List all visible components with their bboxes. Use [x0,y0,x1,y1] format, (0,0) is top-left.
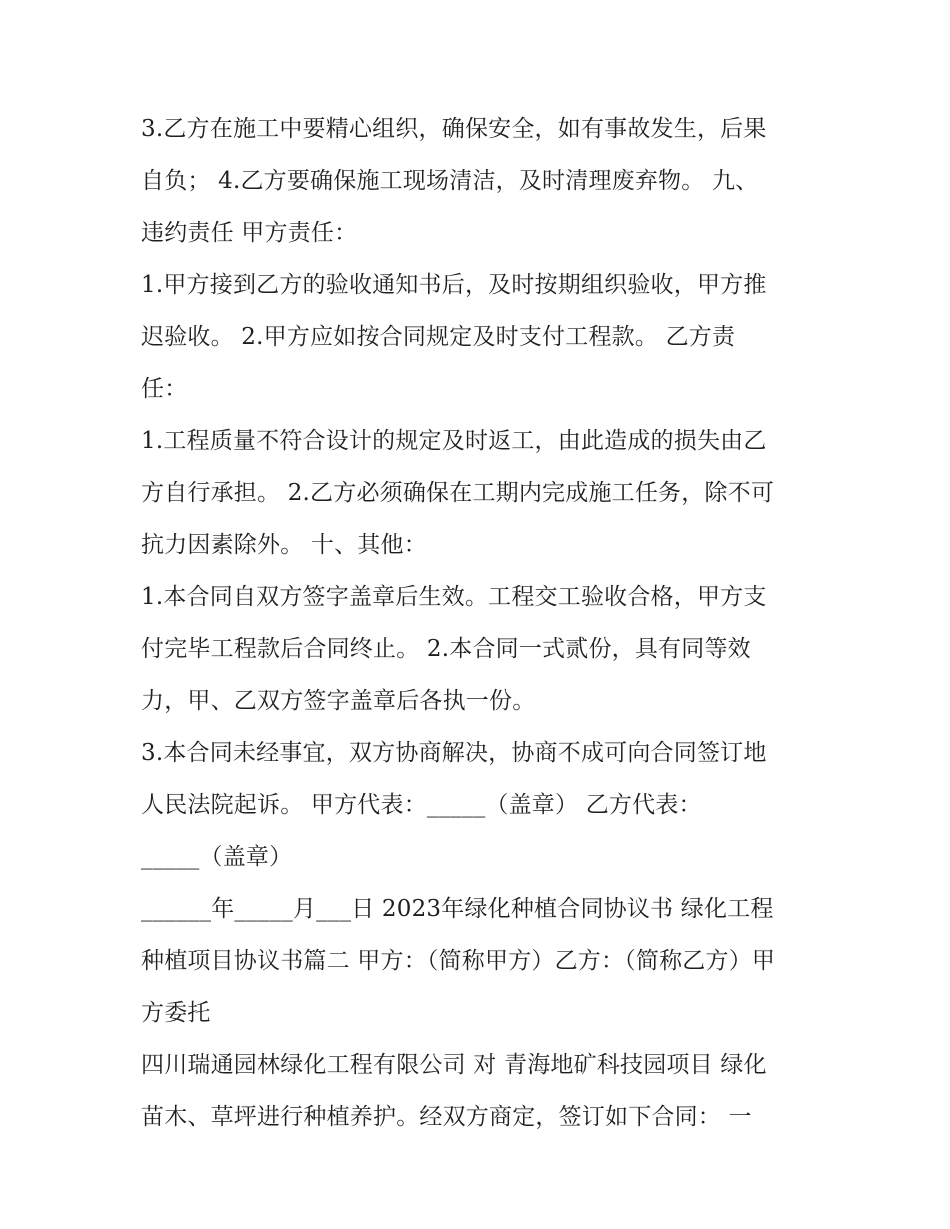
text-line: ______年_____月___日 2023年绿化种植合同协议书 绿化工程 [141,896,774,922]
text-line: 四川瑞通园林绿化工程有限公司 对 青海地矿科技园项目 绿化 [141,1052,767,1078]
text-line: 3.本合同未经事宜，双方协商解决，协商不成可向合同签订地 [141,740,767,766]
text-line: 1.甲方接到乙方的验收通知书后，及时按期组织验收，甲方推 [141,272,767,298]
text-line: 违约责任 甲方责任： [141,220,358,246]
text-line: 苗木、草坪进行种植养护。经双方商定，签订如下合同： 一 [141,1104,752,1130]
text-line: 付完毕工程款后合同终止。 2.本合同一式贰份，具有同等效 [141,636,751,662]
text-line: 力，甲、乙双方签字盖章后各执一份。 [141,688,536,714]
text-line: 迟验收。 2.甲方应如按合同规定及时支付工程款。 乙方责 [141,324,736,350]
text-line: _____（盖章） [141,844,293,870]
text-line: 任： [141,376,188,402]
text-line: 3.乙方在施工中要精心组织，确保安全，如有事故发生，后果 [141,116,767,142]
text-line: 自负； 4.乙方要确保施工现场清洁，及时清理废弃物。 九、 [141,168,759,194]
text-line: 方自行承担。 2.乙方必须确保在工期内完成施工任务，除不可 [141,480,775,506]
text-line: 1.本合同自双方签字盖章后生效。工程交工验收合格，甲方支 [141,584,767,610]
text-line: 方委托 [141,1000,211,1026]
text-line: 人民法院起诉。 甲方代表：_____（盖章） 乙方代表： [141,792,702,818]
text-line: 种植项目协议书篇二 甲方：（简称甲方）乙方：（简称乙方）甲 [141,948,776,974]
text-line: 抗力因素除外。 十、其他： [141,532,427,558]
text-line: 1.工程质量不符合设计的规定及时返工，由此造成的损失由乙 [141,428,767,454]
document-body [141,103,821,1143]
